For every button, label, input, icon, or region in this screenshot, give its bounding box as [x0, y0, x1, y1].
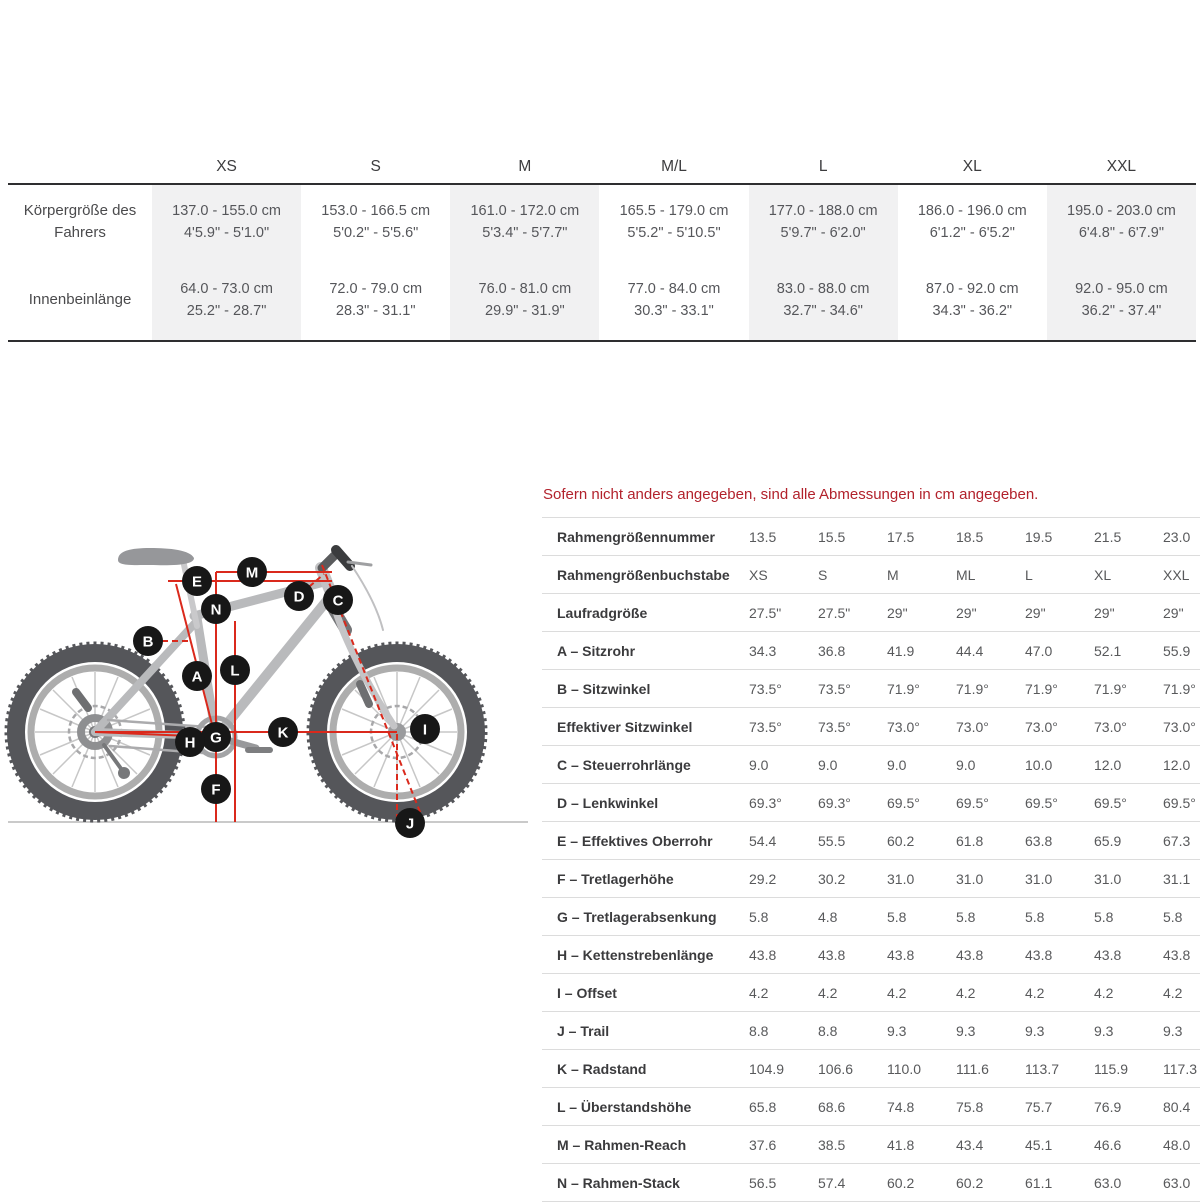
svg-text:D: D	[293, 588, 305, 606]
geometry-value: 104.9	[749, 1060, 785, 1077]
rider-height-XS-line: 137.0 - 155.0 cm	[172, 203, 281, 219]
geometry-row-label: Rahmengrößenbuchstabe	[557, 566, 730, 583]
handlebar	[336, 550, 350, 566]
inseam-L	[749, 259, 898, 340]
geometry-value: 73.0°	[956, 718, 989, 735]
geometry-value: 43.8	[749, 946, 777, 963]
geometry-value: 4.2	[956, 984, 976, 1001]
geometry-value: 4.8	[818, 908, 838, 925]
geometry-value: 63.8	[1025, 832, 1053, 849]
geometry-row-label: Laufradgröße	[557, 604, 648, 621]
saddle	[118, 548, 194, 565]
geometry-value: 29.2	[749, 870, 777, 887]
geometry-value: 9.3	[1163, 1022, 1183, 1039]
geometry-row-label: F – Tretlagerhöhe	[557, 870, 674, 887]
inseam-XS-line: 25.2" - 28.7"	[186, 302, 267, 319]
diagram-badge-D	[284, 581, 314, 611]
geometry-value: 43.8	[956, 946, 984, 963]
geometry-value: 31.0	[956, 870, 984, 887]
geometry-value: 17.5	[887, 528, 915, 545]
geometry-value: 60.2	[887, 1174, 915, 1191]
diagram-badge-L	[220, 655, 250, 685]
diagram-badge-H	[175, 727, 205, 757]
geometry-value: 30.2	[818, 870, 846, 887]
geometry-value: XL	[1094, 566, 1112, 583]
geometry-value: 45.1	[1025, 1136, 1053, 1153]
geometry-row-label: C – Steuerrohrlänge	[557, 756, 691, 773]
diagram-badge-K	[268, 717, 298, 747]
geometry-row-label: G – Tretlagerabsenkung	[557, 908, 717, 925]
geometry-value: 111.6	[956, 1060, 989, 1077]
geometry-value: 36.8	[818, 642, 846, 659]
geometry-value: 13.5	[749, 528, 777, 545]
geometry-row-label: E – Effektives Oberrohr	[557, 832, 713, 849]
geometry-value: 41.9	[887, 642, 915, 659]
geometry-value: 69.3°	[818, 794, 851, 811]
geometry-value: 69.5°	[1163, 794, 1196, 811]
geometry-row	[542, 670, 1200, 708]
inseam-S-line: 72.0 - 79.0 cm	[329, 280, 423, 297]
geometry-value: 29"	[1094, 604, 1115, 621]
geometry-row	[542, 898, 1200, 936]
geometry-value: 110.0	[887, 1060, 921, 1077]
diagram-badge-J	[395, 808, 425, 838]
geometry-value: 23.0	[1163, 528, 1191, 545]
svg-text:F: F	[211, 781, 221, 799]
geometry-row	[542, 1050, 1200, 1088]
rider-height-S-line: 153.0 - 166.5 cm	[321, 203, 431, 219]
geometry-value: 69.5°	[956, 794, 989, 811]
svg-text:L: L	[230, 662, 240, 680]
geometry-value: 9.3	[1094, 1022, 1114, 1039]
geometry-value: 29"	[1163, 604, 1184, 621]
geometry-value: 65.8	[749, 1098, 777, 1115]
geometry-row	[542, 1126, 1200, 1164]
geometry-row-label: K – Radstand	[557, 1060, 647, 1077]
geometry-table	[542, 517, 1200, 1202]
svg-text:G: G	[210, 729, 222, 747]
geometry-value: 54.4	[749, 832, 777, 849]
geometry-row	[542, 1012, 1200, 1050]
geometry-value: 69.5°	[887, 794, 920, 811]
geometry-row	[542, 556, 1200, 594]
geometry-value: 68.6	[818, 1098, 846, 1115]
geometry-value: XS	[749, 566, 768, 583]
geometry-value: 73.5°	[818, 680, 851, 697]
geometry-value: 5.8	[956, 908, 976, 925]
geometry-value: 4.2	[1094, 984, 1114, 1001]
diagram-badge-C	[323, 585, 353, 615]
inseam-S-line: 28.3" - 31.1"	[335, 302, 416, 319]
geometry-value: 5.8	[749, 908, 769, 925]
geometry-value: 9.3	[887, 1022, 907, 1039]
svg-text:N: N	[210, 601, 222, 619]
diagram-badge-M	[237, 557, 267, 587]
geometry-value: 43.8	[1025, 946, 1053, 963]
geometry-value: 48.0	[1163, 1136, 1191, 1153]
geometry-value: 71.9°	[1163, 680, 1196, 697]
rider-height-L-line: 5'9.7" - 6'2.0"	[780, 225, 866, 241]
geometry-value: M	[887, 566, 899, 583]
geometry-value: 113.7	[1025, 1060, 1059, 1077]
geometry-value: 31.1	[1163, 870, 1191, 887]
size-header-L: L	[818, 157, 828, 175]
inseam-L-line: 83.0 - 88.0 cm	[776, 280, 870, 297]
geometry-value: 69.5°	[1025, 794, 1058, 811]
diagram-badge-F	[201, 774, 231, 804]
geometry-value: 5.8	[1025, 908, 1045, 925]
rider-height-XL	[898, 185, 1047, 259]
geometry-row	[542, 1088, 1200, 1126]
geometry-value: 8.8	[749, 1022, 769, 1039]
inseam-XS	[152, 259, 301, 340]
geometry-value: 73.5°	[749, 718, 782, 735]
geometry-value: 61.1	[1025, 1174, 1053, 1191]
rider-height-XXL	[1047, 185, 1196, 259]
rider-height-S-line: 5'0.2" - 5'5.6"	[333, 225, 419, 241]
rider-height-M-line: 5'3.4" - 5'7.7"	[482, 225, 568, 241]
geometry-value: 37.6	[749, 1136, 777, 1153]
size-header-XXL: XXL	[1106, 157, 1137, 175]
geometry-value: 106.6	[818, 1060, 854, 1077]
geometry-value: 47.0	[1025, 642, 1053, 659]
diagram-badge-N	[201, 594, 231, 624]
geometry-value: 71.9°	[887, 680, 920, 697]
geometry-value: 8.8	[818, 1022, 838, 1039]
geometry-value: 61.8	[956, 832, 984, 849]
geometry-value: 73.5°	[749, 680, 782, 697]
diagram-badge-I	[410, 714, 440, 744]
geometry-row-label: I – Offset	[557, 984, 617, 1001]
rider-height-L	[749, 185, 898, 259]
geometry-value: 4.2	[887, 984, 907, 1001]
rider-height-M/L-line: 165.5 - 179.0 cm	[619, 203, 729, 219]
geometry-row-label: M – Rahmen-Reach	[557, 1136, 687, 1153]
geometry-value: 19.5	[1025, 528, 1053, 545]
geometry-value: 43.8	[1094, 946, 1122, 963]
geometry-value: 63.0	[1094, 1174, 1122, 1191]
geometry-value: 74.8	[887, 1098, 915, 1115]
geometry-row	[542, 594, 1200, 632]
rider-height-M/L	[599, 185, 748, 259]
geometry-value: 5.8	[1163, 908, 1183, 925]
geometry-value: 43.4	[956, 1136, 984, 1153]
geometry-row-label: J – Trail	[557, 1022, 610, 1039]
geometry-value: 55.5	[818, 832, 846, 849]
geometry-row-label: Effektiver Sitzwinkel	[557, 718, 693, 735]
inseam-M/L-line: 77.0 - 84.0 cm	[627, 280, 721, 297]
geometry-value: 46.6	[1094, 1136, 1122, 1153]
geometry-value: 73.0°	[1094, 718, 1127, 735]
svg-text:J: J	[405, 815, 415, 833]
size-header-M/L: M/L	[661, 157, 687, 175]
rider-height-S	[301, 185, 450, 259]
geometry-value: 27.5"	[749, 604, 782, 621]
row-label-inseam	[8, 259, 152, 340]
geometry-value: 75.8	[956, 1098, 984, 1115]
geometry-row-label: B – Sitzwinkel	[557, 680, 651, 697]
geometry-value: 29"	[956, 604, 977, 621]
geometry-value: 31.0	[1094, 870, 1122, 887]
bike-geometry-diagram	[0, 530, 540, 850]
rider-height-L-line: 177.0 - 188.0 cm	[768, 203, 878, 219]
inseam-M	[450, 259, 599, 340]
geometry-value: 60.2	[887, 832, 915, 849]
size-table-bottom-rule	[8, 340, 1196, 342]
svg-text:I: I	[422, 721, 428, 739]
size-fit-table	[8, 150, 1196, 342]
geometry-value: 10.0	[1025, 756, 1053, 773]
geometry-value: 80.4	[1163, 1098, 1191, 1115]
geometry-value: 4.2	[818, 984, 838, 1001]
geometry-row	[542, 784, 1200, 822]
size-table-body	[8, 185, 1196, 340]
geometry-value: 73.0°	[1025, 718, 1058, 735]
geometry-row	[542, 1164, 1200, 1202]
geometry-value: 9.0	[887, 756, 907, 773]
geometry-value: 67.3	[1163, 832, 1191, 849]
diagram-badge-B	[133, 626, 163, 656]
inseam-XS-line: 64.0 - 73.0 cm	[180, 280, 273, 297]
geometry-value: 9.3	[956, 1022, 976, 1039]
geometry-value: 31.0	[887, 870, 915, 887]
geometry-value: 73.0°	[887, 718, 920, 735]
geometry-value: 117.3	[1163, 1060, 1197, 1077]
geometry-value: S	[818, 566, 828, 583]
geometry-row	[542, 936, 1200, 974]
geometry-value: 29"	[887, 604, 908, 621]
geometry-value: 27.5"	[818, 604, 851, 621]
geometry-value: 4.2	[749, 984, 769, 1001]
rider-height-XL-line: 186.0 - 196.0 cm	[917, 203, 1027, 219]
geometry-value: 12.0	[1163, 756, 1191, 773]
geometry-row	[542, 708, 1200, 746]
inseam-M-line: 29.9" - 31.9"	[485, 302, 565, 319]
rider-height-XXL-line: 6'4.8" - 6'7.9"	[1078, 225, 1164, 241]
geometry-section	[542, 486, 1200, 1202]
geometry-row	[542, 974, 1200, 1012]
geometry-value: 5.8	[1094, 908, 1114, 925]
rider-height-M	[450, 185, 599, 259]
geometry-value: 43.8	[887, 946, 915, 963]
brake-cable	[352, 566, 383, 630]
svg-text:B: B	[142, 633, 154, 651]
geometry-value: 71.9°	[1094, 680, 1127, 697]
svg-text:C: C	[332, 592, 344, 610]
geometry-value: 65.9	[1094, 832, 1122, 849]
rider-height-XXL-line: 195.0 - 203.0 cm	[1067, 203, 1176, 219]
inseam-XXL-line: 36.2" - 37.4"	[1081, 302, 1162, 319]
geometry-value: 43.8	[818, 946, 846, 963]
size-table-header	[8, 150, 1196, 183]
geometry-value: 57.4	[818, 1174, 846, 1191]
geometry-value: 44.4	[956, 642, 984, 659]
geometry-value: 4.2	[1025, 984, 1045, 1001]
size-header-S: S	[370, 157, 381, 175]
geometry-value: 34.3	[749, 642, 777, 659]
inseam-M-line: 76.0 - 81.0 cm	[478, 280, 572, 297]
rider-height-XS	[152, 185, 301, 259]
geometry-value: 52.1	[1094, 642, 1122, 659]
geometry-value: 115.9	[1094, 1060, 1128, 1077]
diagram-badge-A	[182, 661, 212, 691]
geometry-value: 63.0	[1163, 1174, 1191, 1191]
geometry-value: XXL	[1163, 566, 1190, 583]
geometry-value: 12.0	[1094, 756, 1122, 773]
geometry-row	[542, 746, 1200, 784]
geometry-value: L	[1025, 566, 1033, 583]
geometry-value: 9.0	[749, 756, 769, 773]
geometry-row-label: A – Sitzrohr	[557, 642, 636, 659]
inseam-L-line: 32.7" - 34.6"	[783, 302, 863, 319]
size-header-XS: XS	[216, 157, 237, 175]
geometry-value: 75.7	[1025, 1098, 1053, 1115]
geometry-value: 29"	[1025, 604, 1046, 621]
diagram-badge-E	[182, 566, 212, 596]
geometry-value: 9.0	[956, 756, 976, 773]
geometry-row	[542, 632, 1200, 670]
geometry-value: 15.5	[818, 528, 846, 545]
geometry-value: 69.5°	[1094, 794, 1127, 811]
geometry-value: 43.8	[1163, 946, 1191, 963]
inseam-M/L-line: 30.3" - 33.1"	[634, 302, 714, 319]
inseam-S	[301, 259, 450, 340]
geometry-value: 76.9	[1094, 1098, 1122, 1115]
geometry-row	[542, 860, 1200, 898]
geometry-row-label: Rahmengrößennummer	[557, 528, 715, 545]
geometry-row-label: H – Kettenstrebenlänge	[557, 946, 714, 963]
inseam-XL	[898, 259, 1047, 340]
geometry-row-label: D – Lenkwinkel	[557, 794, 659, 811]
geometry-value: 5.8	[887, 908, 907, 925]
geometry-row	[542, 822, 1200, 860]
geometry-row-label: L – Überstandshöhe	[557, 1098, 692, 1115]
geometry-value: 71.9°	[1025, 680, 1058, 697]
geometry-value: 9.0	[818, 756, 838, 773]
geometry-value: 4.2	[1163, 984, 1183, 1001]
inseam-M/L	[599, 259, 748, 340]
geometry-value: ML	[956, 566, 976, 583]
geometry-row-label: N – Rahmen-Stack	[557, 1174, 680, 1191]
svg-text:E: E	[191, 573, 203, 591]
inseam-XXL	[1047, 259, 1196, 340]
row-label-rider-height	[8, 185, 152, 259]
svg-text:H: H	[184, 734, 196, 752]
size-header-XL: XL	[962, 157, 982, 175]
geometry-value: 55.9	[1163, 642, 1191, 659]
geometry-value: 38.5	[818, 1136, 846, 1153]
inseam-XL-line: 87.0 - 92.0 cm	[925, 280, 1019, 297]
rider-height-XL-line: 6'1.2" - 6'5.2"	[929, 225, 1015, 241]
inseam-XL-line: 34.3" - 36.2"	[932, 302, 1013, 319]
rider-height-XS-line: 4'5.9" - 5'1.0"	[183, 225, 270, 241]
inseam-XXL-line: 92.0 - 95.0 cm	[1075, 280, 1168, 297]
geometry-value: 31.0	[1025, 870, 1053, 887]
geometry-value: 71.9°	[956, 680, 989, 697]
rider-height-M-line: 161.0 - 172.0 cm	[470, 203, 580, 219]
rider-height-M/L-line: 5'5.2" - 5'10.5"	[627, 225, 721, 241]
geometry-value: 73.5°	[818, 718, 851, 735]
row-label-rider-height-line: Körpergröße des Fahrers	[23, 202, 137, 241]
geometry-value: 73.0°	[1163, 718, 1196, 735]
diagram-badge-G	[201, 722, 231, 752]
svg-text:M: M	[245, 564, 259, 582]
geometry-value: 60.2	[956, 1174, 984, 1191]
units-note: Sofern nicht anders angegeben, sind alle Abmessungen in cm angegeben.	[543, 486, 1039, 503]
row-label-inseam-line: Innenbeinlänge	[28, 290, 132, 308]
geometry-value: 9.3	[1025, 1022, 1045, 1039]
size-header-M: M	[518, 157, 532, 175]
svg-text:K: K	[277, 724, 289, 742]
geometry-value: 69.3°	[749, 794, 782, 811]
geometry-value: 56.5	[749, 1174, 777, 1191]
svg-text:A: A	[191, 668, 203, 686]
geometry-value: 18.5	[956, 528, 984, 545]
geometry-row	[542, 518, 1200, 556]
geometry-value: 21.5	[1094, 528, 1122, 545]
geometry-value: 41.8	[887, 1136, 915, 1153]
